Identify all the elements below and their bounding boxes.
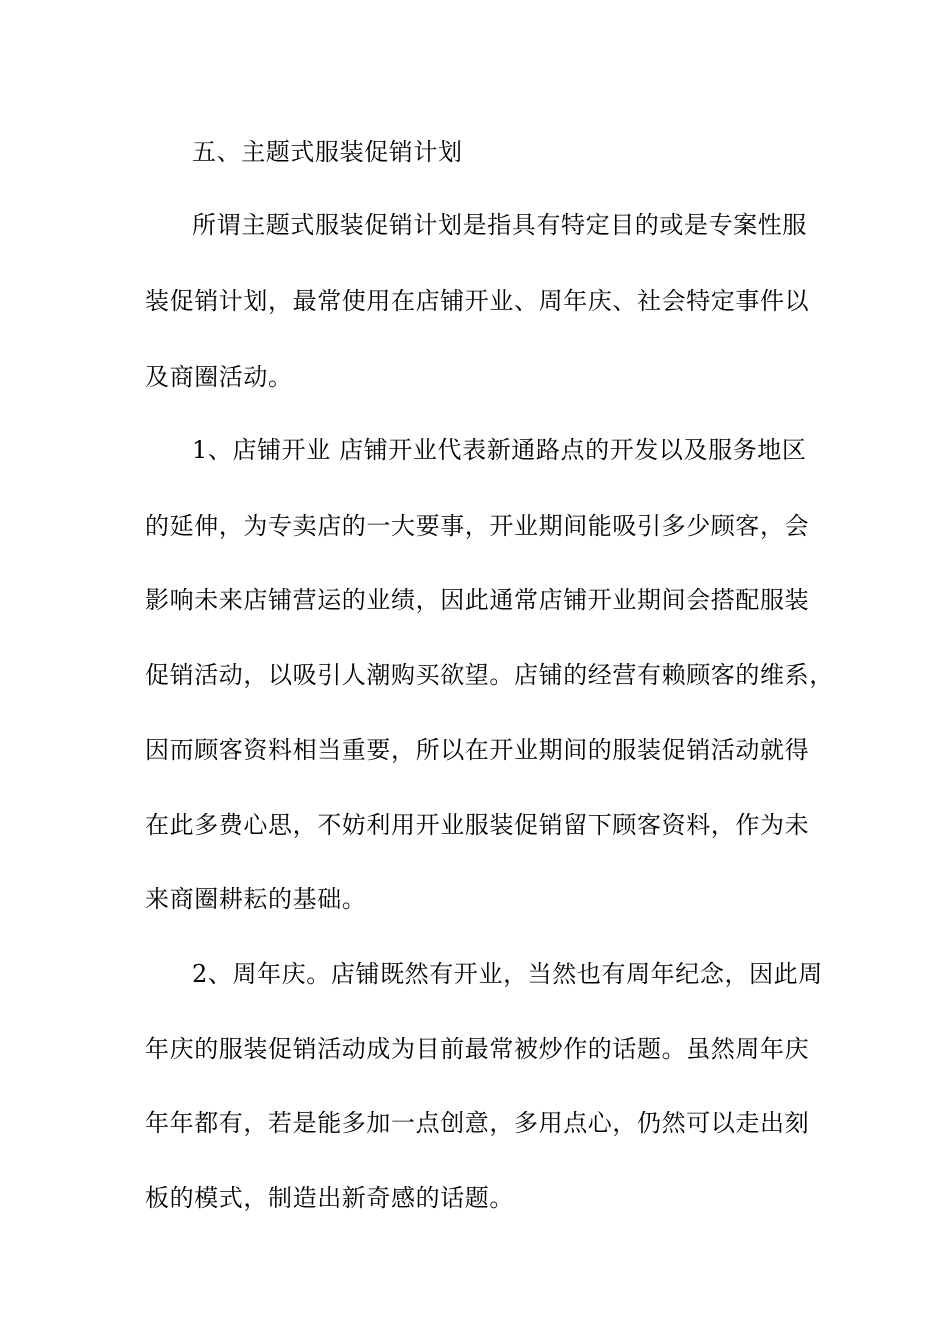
text-line: 装促销计划，最常使用在店铺开业、周年庆、社会特定事件以 [145, 287, 810, 315]
text-line: 2、周年庆。店铺既然有开业，当然也有周年纪念，因此周 [192, 960, 823, 988]
text-line: 及商圈活动。 [145, 363, 293, 391]
text-line: 在此多费心思，不妨利用开业服装促销留下顾客资料，作为未 [145, 811, 810, 839]
text-line: 板的模式，制造出新奇感的话题。 [145, 1184, 514, 1212]
text-line: 1、店铺开业 店铺开业代表新通路点的开发以及服务地区 [192, 436, 807, 464]
text-line: 所谓主题式服装促销计划是指具有特定目的或是专案性服 [192, 211, 807, 239]
section-heading: 五、主题式服装促销计划 [192, 138, 463, 166]
text-line: 影响未来店铺营运的业绩，因此通常店铺开业期间会搭配服装 [145, 586, 810, 614]
text-line: 因而顾客资料相当重要，所以在开业期间的服装促销活动就得 [145, 736, 810, 764]
text-line: 促销活动，以吸引人潮购买欲望。店铺的经营有赖顾客的维系， [145, 661, 834, 689]
text-line: 的延伸，为专卖店的一大要事，开业期间能吸引多少顾客，会 [145, 512, 810, 540]
text-line: 年年都有，若是能多加一点创意，多用点心，仍然可以走出刻 [145, 1109, 810, 1137]
text-line: 来商圈耕耘的基础。 [145, 885, 367, 913]
text-line: 年庆的服装促销活动成为目前最常被炒作的话题。虽然周年庆 [145, 1035, 810, 1063]
